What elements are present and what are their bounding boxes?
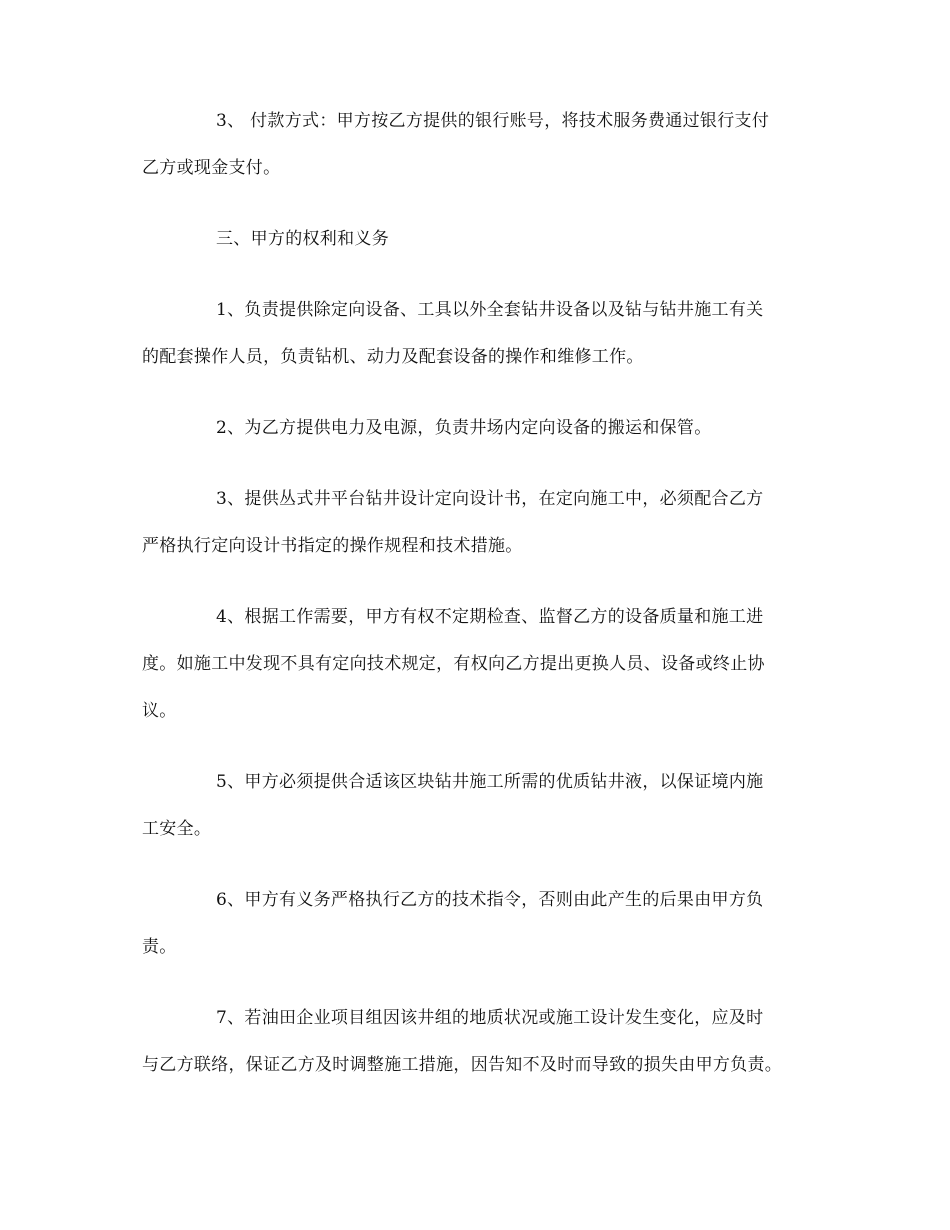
section-heading-party-a-rights (142, 216, 832, 263)
paragraph-item-1 (142, 287, 832, 381)
paragraph-item-6 (142, 877, 832, 971)
text-line: 议。 (142, 701, 177, 721)
document-body (142, 98, 832, 1113)
text-line: 3、提供丛式井平台钻井设计定向设计书，在定向施工中，必须配合乙方 (216, 489, 764, 509)
text-line: 6、甲方有义务严格执行乙方的技术指令，否则由此产生的后果由甲方负 (216, 890, 764, 910)
paragraph-item-2 (142, 405, 832, 452)
text-line: 乙方或现金支付。 (142, 158, 281, 178)
text-line: 的配套操作人员，负责钻机、动力及配套设备的操作和维修工作。 (142, 347, 644, 367)
text-line: 度。如施工中发现不具有定向技术规定，有权向乙方提出更换人员、设备或终止协 (142, 654, 765, 674)
text-line: 工安全。 (142, 819, 212, 839)
text-line: 2、为乙方提供电力及电源，负责井场内定向设备的搬运和保管。 (216, 418, 712, 438)
paragraph-payment-method (142, 98, 832, 192)
section-heading-text: 三、甲方的权利和义务 (216, 229, 389, 249)
text-line: 4、根据工作需要，甲方有权不定期检查、监督乙方的设备质量和施工进 (216, 607, 764, 627)
text-line: 7、若油田企业项目组因该井组的地质状况或施工设计发生变化，应及时 (216, 1008, 764, 1028)
text-line: 严格执行定向设计书指定的操作规程和技术措施。 (142, 536, 523, 556)
paragraph-item-7 (142, 995, 832, 1089)
paragraph-item-3 (142, 476, 832, 570)
text-line: 责。 (142, 937, 177, 957)
text-line: 3、 付款方式：甲方按乙方提供的银行账号，将技术服务费通过银行支付 (216, 111, 770, 131)
paragraph-item-4 (142, 594, 832, 735)
paragraph-item-5 (142, 759, 832, 853)
text-line: 与乙方联络，保证乙方及时调整施工措施，因告知不及时而导致的损失由甲方负责。 (142, 1055, 783, 1075)
text-line: 1、负责提供除定向设备、工具以外全套钻井设备以及钻与钻井施工有关 (216, 300, 764, 320)
text-line: 5、甲方必须提供合适该区块钻井施工所需的优质钻井液，以保证境内施 (216, 772, 764, 792)
